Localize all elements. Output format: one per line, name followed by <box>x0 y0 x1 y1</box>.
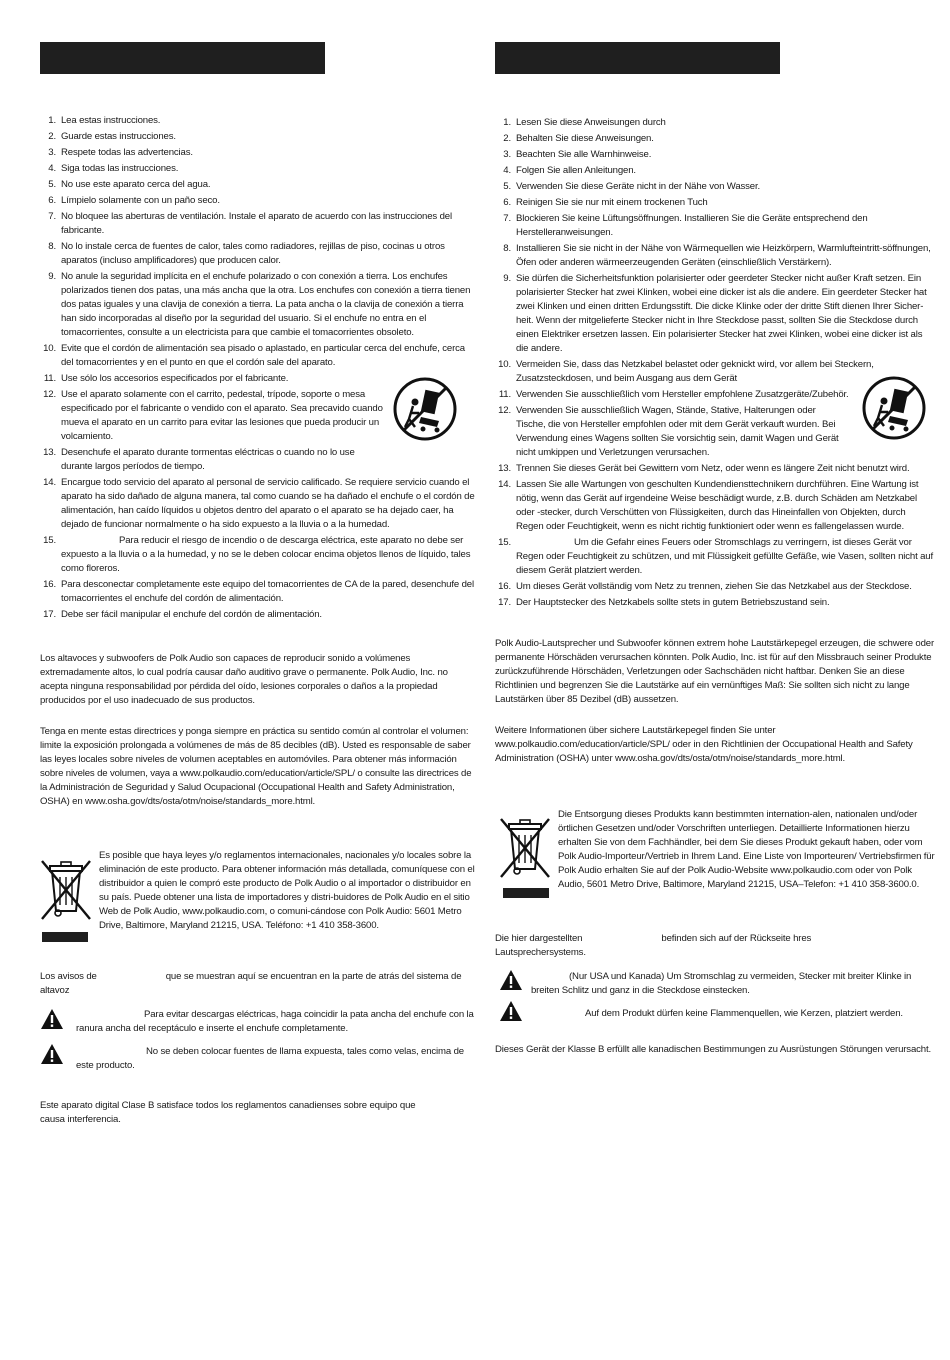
safety-item-number: 5. <box>48 179 56 190</box>
safety-item <box>40 162 476 176</box>
safety-item-number: 16. <box>498 581 511 592</box>
safety-item-number: 8. <box>48 241 56 252</box>
safety-item-number: 6. <box>503 197 511 208</box>
safety-item-number: 6. <box>48 195 56 206</box>
warning-flame-paragraph-es: No se deben colocar fuentes de llama expuesta, tales como velas, encima de este producto. <box>76 1046 464 1071</box>
safety-item-text: Encargue todo servicio del aparato al personal de servicio calificado. Se requiere servicio cuando el aparato ha sido dañado de alguna manera, tal como cuando se ha dañado el enchufe o el cordón de alimentación, han caído líquidos u objetos dentro del aparato o el aparato se ha dejado caer, ha dejado de funcionar normalmente o ha sido expuesto a la lluvia o a la humedad. <box>61 477 475 530</box>
safety-item-text: Límpielo solamente con un paño seco. <box>61 195 220 206</box>
safety-item <box>40 210 476 238</box>
warning-triangle-icon <box>499 1000 523 1022</box>
safety-item-text: Para reducir el riesgo de incendio o de descarga eléctrica, este aparato no debe ser expuesto a la lluvia o a la humedad, y no se le deben colocar encima objetos llenos de líquido, tales como floreros. <box>61 535 471 574</box>
safety-item-text: No bloquee las aberturas de ventilación. Instale el aparato de acuerdo con las instrucciones del fabricante. <box>61 211 452 236</box>
safety-item-text: Use sólo los accesorios especificados por el fabricante. <box>61 373 289 384</box>
warning-shock-paragraph-de: (Nur USA und Kanada) Um Stromschlag zu vermeiden, Stecker mit breiter Klinke in breiten Schlitz und ganz in die Steckdose einstecken. <box>531 971 912 996</box>
safety-item <box>495 242 935 270</box>
safety-item-text: Blockieren Sie keine Lüftungsöffnungen. Installieren Sie die Geräte entsprechend den Herstelleranweisungen. <box>516 213 868 238</box>
safety-item <box>495 196 935 210</box>
safety-item-number: 13. <box>498 463 511 474</box>
volume-guidelines-paragraph-es: Tenga en mente estas directrices y ponga siempre en práctica su sentido común al controlar el volumen: limite la exposición prolongada a volúmenes de más de 85 decibles (dB). Usted es responsable de saber las leyes locales sobre niveles de volumen aceptables en automóviles. Para obtener más información sobre niveles de volumen, vaya a www.polkaudio.com/education/article/SPL/ o consulte las directrices de la Administración de Seguridad y Salud Ocupacional (Occupational Health and Safety Administration, OSHA) en www.osha.gov/dts/osta/otm/noise/standards_more.html. <box>40 726 472 807</box>
weee-black-bar <box>503 888 549 898</box>
safety-instructions-list-es <box>40 114 476 624</box>
safety-item-number: 12. <box>498 405 511 416</box>
notices-text-a-es: Los avisos de <box>40 971 97 982</box>
class-b-paragraph-de: Dieses Gerät der Klasse B erfüllt alle kanadischen Bestimmungen zu Ausrüstungen Störungen verursacht. <box>495 1044 932 1055</box>
volume-warning-paragraph-de: Polk Audio-Lautsprecher und Subwoofer können extrem hohe Lautstärkepegel erzeugen, die schwere oder permanente Hörschäden verursachen könnten. Polk Audio, Inc. ist für auf den Missbrauch seiner Produkte zurückzuführende Hörschäden, Verletzungen oder Sachschäden nicht haftbar. Denken Sie an diese Richtlinien und begrenzen Sie die Lautstärke auf ein vernünftiges Maß: Sie sollten sich nicht zu lange Lautstärken über 85 Dezibel (dB) aussetzen. <box>495 638 935 705</box>
weee-black-bar <box>42 932 88 942</box>
safety-item-text: Verwenden Sie ausschließlich Wagen, Stände, Stative, Halterungen oder Tische, die von Hersteller empfohlen oder mit dem Gerät verkauft wurden. Bei Verwendung eines Wagens sollten Sie vorsichtig sein, damit Wagen und Gerät nicht umkippen und Verletzungen verursachen. <box>516 405 839 458</box>
safety-item-number: 4. <box>503 165 511 176</box>
safety-item <box>495 132 935 146</box>
safety-item-text: Behalten Sie diese Anweisungen. <box>516 133 654 144</box>
safety-item-number: 5. <box>503 181 511 192</box>
safety-item-text: Um dieses Gerät vollständig vom Netz zu trennen, ziehen Sie das Netzkabel aus der Steckdose. <box>516 581 912 592</box>
warning-flame-paragraph-de: Auf dem Produkt dürfen keine Flammenquellen, wie Kerzen, platziert werden. <box>585 1008 903 1019</box>
safety-item-number: 1. <box>48 115 56 126</box>
safety-item-text: Guarde estas instrucciones. <box>61 131 176 142</box>
safety-item-number: 3. <box>48 147 56 158</box>
section-header-bar-de <box>495 42 780 74</box>
safety-item <box>40 476 476 532</box>
warning-triangle-icon <box>40 1008 64 1030</box>
safety-item-text: Installieren Sie sie nicht in der Nähe von Wärmequellen wie Heizkörpern, Warmlufteintritt-söffnungen, Öfen oder anderen wärmeerzeugenden Geräten (einschließlich Verstärkern). <box>516 243 931 268</box>
weee-crossed-bin-icon <box>497 811 553 885</box>
safety-item-number: 14. <box>498 479 511 490</box>
safety-item-text: Desenchufe el aparato durante tormentas eléctricas o cuando no lo use durante largos períodos de tiempo. <box>61 447 355 472</box>
safety-item-text: Verwenden Sie ausschließlich vom Hersteller empfohlene Zusatzgeräte/Zubehör. <box>516 389 849 400</box>
safety-item-number: 16. <box>43 579 56 590</box>
safety-item-number: 9. <box>48 271 56 282</box>
safety-item-number: 2. <box>48 131 56 142</box>
volume-warning-paragraph-es: Los altavoces y subwoofers de Polk Audio son capaces de reproducir sonido a volúmenes extremadamente altos, lo cual podría causar daño auditivo grave o permanente. Polk Audio, Inc. no acepta ninguna responsabilidad por pérdida del oído, lesiones corporales o daños a la propiedad producidos por el uso inadecuado de sus productos. <box>40 653 448 706</box>
class-b-paragraph-es: Este aparato digital Clase B satisface todos los reglamentos canadienses sobre equipo que causa interferencia. <box>40 1100 416 1125</box>
safety-item-number: 7. <box>503 213 511 224</box>
notices-paragraph-de <box>495 932 935 960</box>
notices-text-a-de: Die hier dargestellten <box>495 933 583 944</box>
safety-item-number: 10. <box>43 343 56 354</box>
safety-item-text: Beachten Sie alle Warnhinweise. <box>516 149 652 160</box>
weee-crossed-bin-icon <box>38 853 94 927</box>
safety-item <box>495 580 935 594</box>
warning-triangle-icon <box>499 969 523 991</box>
safety-item <box>40 534 476 576</box>
safety-item-number: 11. <box>498 389 511 400</box>
warning-triangle-icon <box>40 1043 64 1065</box>
safety-item <box>40 130 476 144</box>
safety-item-text: Para desconectar completamente este equipo del tomacorrientes de CA de la pared, desenchufe del tomacorrientes el enchufe del cordón de alimentación. <box>61 579 474 604</box>
safety-item-number: 15. <box>43 535 56 546</box>
safety-item-text: No lo instale cerca de fuentes de calor, tales como radiadores, rejillas de piso, cocinas u otros aparatos (incluso amplificadores) que producen calor. <box>61 241 445 266</box>
safety-item <box>40 114 476 128</box>
safety-item-text: Use el aparato solamente con el carrito, pedestal, trípode, soporte o mesa especificado por el fabricante o vendido con el aparato. Sea precavido cuando mueva el aparato en un carrito para evitar las lesiones que pueda producir un volcamiento. <box>61 389 383 442</box>
cart-tipover-warning-icon <box>862 376 926 440</box>
section-header-bar-es <box>40 42 325 74</box>
safety-item-text: Debe ser fácil manipular el enchufe del cordón de alimentación. <box>61 609 322 620</box>
safety-item-number: 17. <box>498 597 511 608</box>
safety-item <box>40 178 476 192</box>
safety-item-text: Folgen Sie allen Anleitungen. <box>516 165 636 176</box>
safety-item <box>495 212 935 240</box>
safety-item-text: Vermeiden Sie, dass das Netzkabel belastet oder geknickt wird, vor allem bei Steckern, Zusatzsteckdosen, und beim Ausgang aus dem Gerät <box>516 359 874 384</box>
safety-item <box>40 146 476 160</box>
safety-item-text: Der Hauptstecker des Netzkabels sollte stets in gutem Betriebszustand sein. <box>516 597 830 608</box>
safety-item <box>495 164 935 178</box>
safety-item-number: 13. <box>43 447 56 458</box>
notices-text-b-de: befinden sich auf der Rückseite hres <box>661 933 812 944</box>
safety-item <box>495 462 935 476</box>
safety-item-text: Siga todas las instrucciones. <box>61 163 179 174</box>
safety-item <box>40 446 476 474</box>
safety-item-number: 8. <box>503 243 511 254</box>
safety-item-number: 4. <box>48 163 56 174</box>
safety-item <box>495 478 935 534</box>
notices-paragraph-es <box>40 970 476 998</box>
safety-item-number: 14. <box>43 477 56 488</box>
safety-item-text: Evite que el cordón de alimentación sea pisado o aplastado, en particular cerca del enchufe, cerca del tomacorrientes y en el punto en que el cordón sale del aparato. <box>61 343 465 368</box>
safety-item-text: Verwenden Sie diese Geräte nicht in der Nähe von Wasser. <box>516 181 761 192</box>
safety-item <box>40 608 476 622</box>
safety-item-text: Trennen Sie dieses Gerät bei Gewittern vom Netz, oder wenn es längere Zeit nicht benutzt wird. <box>516 463 910 474</box>
safety-item-text: Lassen Sie alle Wartungen von geschulten Kundendiensttechnikern durchführen. Eine Wartung ist nötig, wenn das Gerät auf irgendeine Weise beschädigt wurde, z.B. durch Schäden am Netzkabel oder -stecker, durch Verschütten von Flüssigkeiten, durch das Hineinfallen von Objekten, durch Regen oder Feuchtigkeit, wenn es nicht richtig funktioniert oder wenn es fallengelassen wurde. <box>516 479 919 532</box>
safety-item <box>495 148 935 162</box>
safety-item-number: 2. <box>503 133 511 144</box>
safety-item-number: 11. <box>43 373 56 384</box>
safety-item-text: Lea estas instrucciones. <box>61 115 161 126</box>
safety-item-number: 12. <box>43 389 56 400</box>
notices-text-b-es: que se muestran aquí se encuentran en la parte de atrás del sistema de altavoz <box>40 971 462 996</box>
safety-item <box>495 180 935 194</box>
safety-item <box>40 240 476 268</box>
safety-item-number: 15. <box>498 537 511 548</box>
cart-tipover-warning-icon <box>393 377 457 441</box>
safety-item-text: No anule la seguridad implícita en el enchufe polarizado o con conexión a tierra. Los enchufes polarizados tienen dos patas, una más ancha que la otra. Los enchufes con conexión a tierra tienen dos patas iguales y una clavija de conexión a tierra. La pata ancha o la clavija de conexión a tierra han sido incorporadas al diseño por la seguridad del usuario. Si el enchufe no entra en el tomacorrientes, consulte a un electricista para que cambie el tomacorrientes obsoleto. <box>61 271 471 338</box>
safety-item-number: 3. <box>503 149 511 160</box>
safety-item <box>40 194 476 208</box>
warning-shock-paragraph-es: Para evitar descargas eléctricas, haga coincidir la pata ancha del enchufe con la ranura ancha del receptáculo e inserte el enchufe completamente. <box>76 1009 474 1034</box>
safety-item-number: 9. <box>503 273 511 284</box>
safety-item-text: Um die Gefahr eines Feuers oder Stromschlags zu verringern, ist dieses Gerät vor Regen oder Feuchtigkeit zu schützen, und mit Flüssigkeit gefüllte Gefäße, wie Vasen, sollten nicht auf diesem Gerät platziert werden. <box>516 537 934 576</box>
safety-item <box>40 578 476 606</box>
safety-item <box>495 536 935 578</box>
volume-guidelines-paragraph-de: Weitere Informationen über sichere Lautstärkepegel finden Sie unter www.polkaudio.com/education/article/SPL/ oder in den Richtlinien der Occupational Health and Safety Administration (OSHA) unter www.osha.gov/dts/osta/otm/noise/standards_more.html. <box>495 725 913 764</box>
disposal-paragraph-de: Die Entsorgung dieses Produkts kann bestimmten internation-alen, nationalen und/oder örtlichen Gesetzen und/oder Vorschriften unterliegen. Detaillierte Informationen hierzu erhalten Sie von dem Fachhändler, bei dem Sie dieses Produkt gekauft haben, oder vom Polk Audio-Importeur/Vertrieb in Ihrem Land. Eine Liste von Importeuren/ Vertriebsfirmen für Polk Audio erhalten Sie auf der Polk Audio-Website www.polkaudio.com oder von Polk Audio, 5601 Metro Drive, Baltimore, Maryland 21215, USA–Telefon: +1 410 358-3600.0. <box>558 809 935 890</box>
safety-instructions-list-de <box>495 116 935 612</box>
safety-item-number: 1. <box>503 117 511 128</box>
safety-item <box>495 272 935 356</box>
safety-item-text: No use este aparato cerca del agua. <box>61 179 211 190</box>
safety-item-text: Respete todas las advertencias. <box>61 147 193 158</box>
safety-item-text: Sie dürfen die Sicherheitsfunktion polarisierter oder geerdeter Stecker nicht außer Kraft setzen. Ein polarisierter Stecker hat zwei Klinken, wobei eine dicker ist als die andere. Ein geerdeter Stecker hat zwei Klinken und einen dritten Erdungsstift. Die dicke Klinke oder der dritte Stift dienen Ihrer Sicher-heit. Wenn der mitgelieferte Stecker nicht in Ihre Steckdose passt, sollten Sie die Steckdose durch einen Elektriker ersetzen lassen. Ein polarisierter Stecker hat zwei Klinken, wobei eine dicker ist als die andere. <box>516 273 927 354</box>
safety-item <box>495 116 935 130</box>
safety-item <box>495 596 935 610</box>
safety-item <box>40 342 476 370</box>
notices-text-c-de: Lautsprechersystems. <box>495 947 586 958</box>
safety-item-number: 10. <box>498 359 511 370</box>
safety-item-text: Lesen Sie diese Anweisungen durch <box>516 117 666 128</box>
safety-item-text: Reinigen Sie sie nur mit einem trockenen Tuch <box>516 197 708 208</box>
safety-item-number: 17. <box>43 609 56 620</box>
disposal-paragraph-es: Es posible que haya leyes y/o reglamentos internacionales, nacionales y/o locales sobre la eliminación de este producto. Para obtener información más detallada, comuníquese con el distribuidor a quien le compró este producto de Polk Audio o al importador o distribuidor en su país. Puede obtener una lista de importadores y distri-buidores de Polk Audio en el sitio Web de Polk Audio, www.polkaudio.com, o comuni-cándose con Polk Audio: 5601 Metro Drive, Baltimore, Maryland 21215, USA. Teléfono: +1 410 358-3600. <box>99 850 475 931</box>
safety-item-number: 7. <box>48 211 56 222</box>
safety-item <box>40 270 476 340</box>
